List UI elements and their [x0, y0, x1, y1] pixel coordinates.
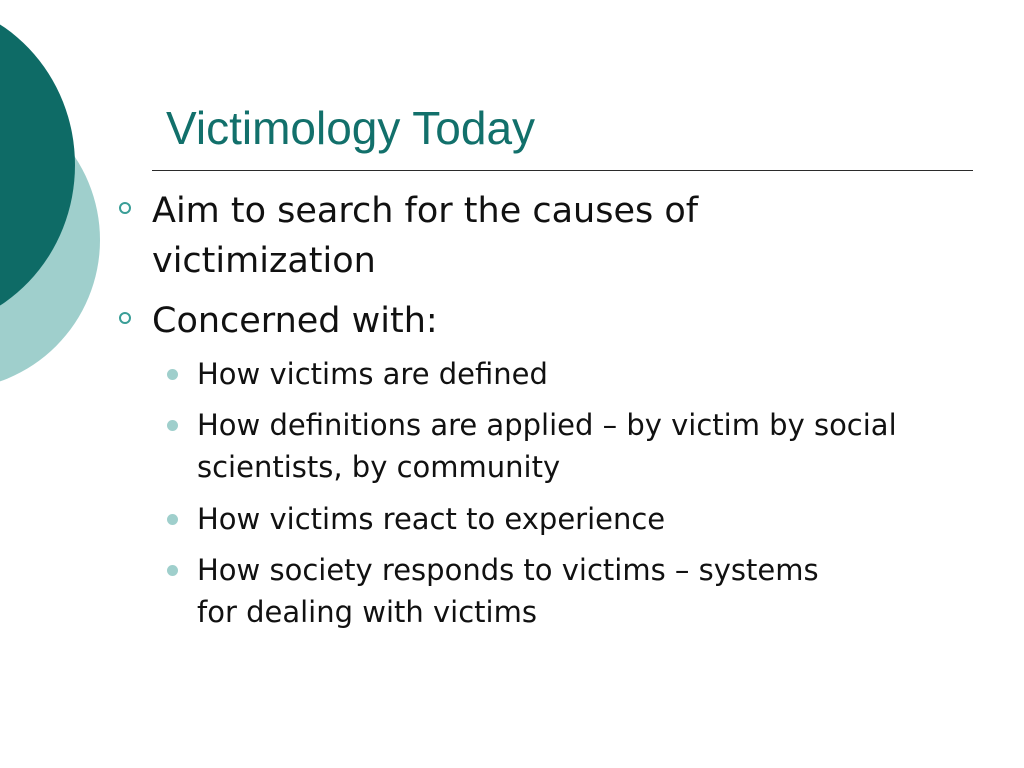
bullet-concerned	[152, 296, 842, 346]
sub-bullet-text: How definitions are applied – by victim by social scientists, by community	[197, 408, 897, 484]
slide-title: Victimology Today	[166, 102, 536, 154]
sub-bullet-defined	[197, 353, 967, 395]
hollow-circle-bullet-icon	[116, 186, 140, 236]
sub-bullet-react	[197, 498, 967, 540]
sub-bullet-society	[197, 549, 837, 633]
filled-dot-bullet-icon	[167, 514, 178, 525]
bullet-aim	[152, 186, 842, 286]
sub-bullet-text: How victims react to experience	[197, 502, 666, 536]
sub-bullet-text: How victims are defined	[197, 357, 548, 391]
sub-bullet-applied	[197, 404, 967, 488]
filled-dot-bullet-icon	[167, 369, 178, 380]
bullet-text: Aim to search for the causes of victimization	[152, 191, 699, 281]
sub-bullet-text: How society responds to victims – systems for dealing with victims	[197, 553, 819, 629]
filled-dot-bullet-icon	[167, 420, 178, 431]
hollow-circle-bullet-icon	[116, 296, 140, 346]
bullet-text: Concerned with:	[152, 301, 438, 341]
filled-dot-bullet-icon	[167, 565, 178, 576]
